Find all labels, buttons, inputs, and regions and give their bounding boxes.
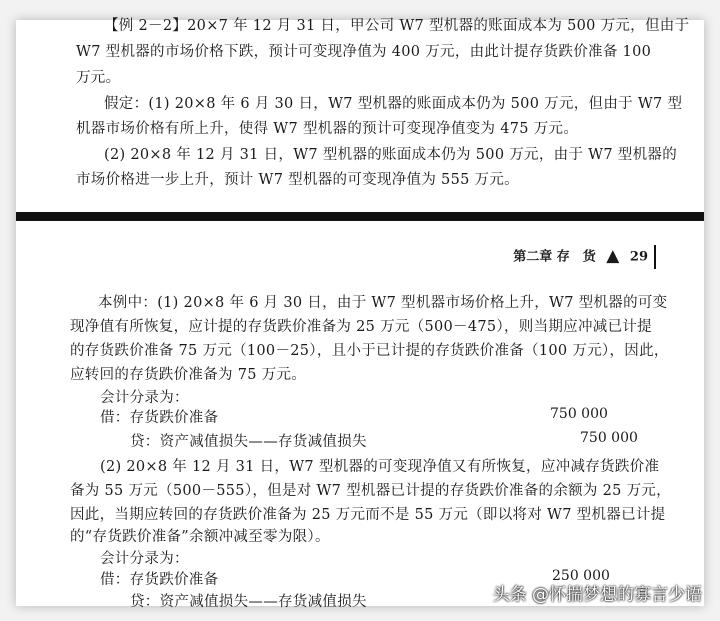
journal-credit: 贷：资产减值损失——存货减值损失 [130,434,367,450]
page-number: 29 [629,249,648,265]
debit-amount: 750 000 [550,406,608,422]
text-line: 市场价格进一步上升，预计 W7 型机器的可变现净值为 555 万元。 [76,172,519,188]
journal-debit: 借：存货跌价准备 [100,572,219,588]
text-line: 机器市场价格有所上升，使得 W7 型机器的预计可变现净值变为 475 万元。 [76,121,579,137]
example-title-line: 【例 2－2】20×7 年 12 月 31 日，甲公司 W7 型机器的账面成本为 500 万元，但由于 [104,18,690,34]
credit-amount: 750 000 [580,430,638,446]
logo-icon: ▲ [606,245,620,266]
running-header [513,245,656,269]
text-line: 现净值有所恢复，应计提的存货跌价准备为 25 万元（500－475），则当期应冲减已计提 [70,319,652,335]
chapter-title: 第二章 存 货 [513,249,596,265]
journal-debit: 借：存货跌价准备 [100,410,219,426]
text-line: 万元。 [76,70,121,86]
text-line: 会计分录为： [100,390,189,406]
text-line: 假定：(1) 20×8 年 6 月 30 日，W7 型机器的账面成本仍为 500 万元，但由于 W7 型 [104,96,683,112]
text-line: 的存货跌价准备 75 万元（100－25），且小于已计提的存货跌价准备（100 万元），因此， [70,343,669,359]
text-line: 应转回的存货跌价准备为 75 万元。 [70,367,307,383]
debit-amount: 250 000 [552,568,610,584]
text-line: 因此，当期应转回的存货跌价准备为 25 万元而不是 55 万元（即以将对 W7 型机器已计提 [70,507,666,523]
text-line: (2) 20×8 年 12 月 31 日，W7 型机器的可变现净值又有所恢复，应冲减存货跌价准 [100,459,660,475]
text-line: W7 型机器的市场价格下跌，预计可变现净值为 400 万元，由此计提存货跌价准备 100 [76,44,652,60]
text-line: 本例中：(1) 20×8 年 6 月 30 日，由于 W7 型机器市场价格上升，W7 型机器的可变 [98,295,668,311]
text-line: (2) 20×8 年 12 月 31 日，W7 型机器的账面成本仍为 500 万元，由于 W7 型机器的 [104,147,677,163]
page-divider [16,212,704,221]
text-line: 的“存货跌价准备”余额冲减至零为限）。 [70,529,330,545]
header-rule [654,245,656,269]
text-line: 备为 55 万元（500－555），但是对 W7 型机器已计提的存货跌价准备的余额为 25 万元， [70,483,671,499]
text-line: 会计分录为： [100,551,189,567]
watermark: 头条 @怀揣梦想的寡言少语 [492,585,702,605]
journal-credit: 贷：资产减值损失——存货减值损失 [130,594,367,610]
